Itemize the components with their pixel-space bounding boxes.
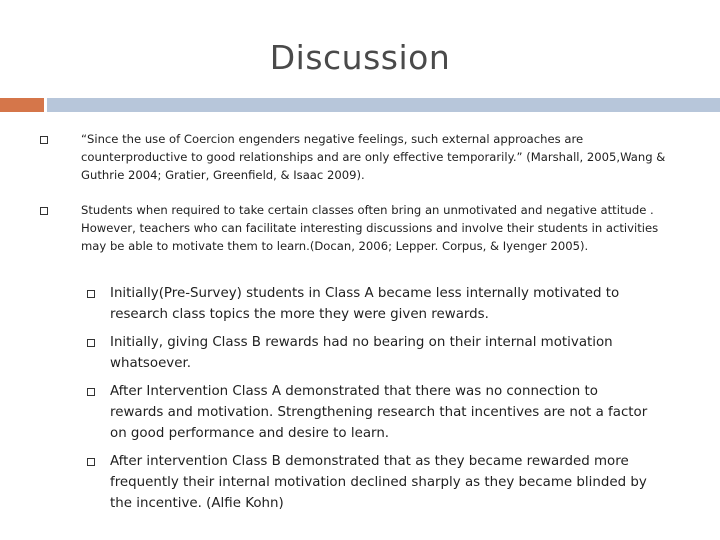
main-bullet-list [36,130,686,272]
sub-bullet-text: Initially, giving Class B rewards had no bearing on their internal motivation whatsoever. [110,335,613,371]
sub-bullet-item [73,332,653,374]
square-bullet-icon [87,339,95,347]
sub-bullet-item [73,451,653,514]
square-bullet-icon [40,136,48,144]
sub-bullet-text: After Intervention Class A demonstrated that there was no connection to rewards and motivation. Strengthening research that incentives are not a factor on good performance and desire to learn. [110,384,648,441]
sub-bullet-item [73,283,653,325]
main-bullet-item [36,130,686,184]
square-bullet-icon [40,207,48,215]
square-bullet-icon [87,388,95,396]
title-divider-band [47,98,720,112]
main-bullet-text: Students when required to take certain classes often bring an unmotivated and negative attitude . However, teachers who can facilitate interesting discussions and involve their students in activities may be able to motivate them to learn.(Docan, 2006; Lepper. Corpus, & Iyenger 2005). [81,203,659,253]
sub-bullet-text: After intervention Class B demonstrated that as they became rewarded more frequently their internal motivation declined sharply as they became blinded by the incentive. (Alfie Kohn) [110,454,647,511]
sub-bullet-item [73,381,653,444]
sub-bullet-text: Initially(Pre-Survey) students in Class A became less internally motivated to research class topics the more they were given rewards. [110,286,620,322]
main-bullet-item [36,201,686,255]
square-bullet-icon [87,290,95,298]
sub-bullet-list [73,283,653,521]
square-bullet-icon [87,458,95,466]
main-bullet-text: “Since the use of Coercion engenders negative feelings, such external approaches are counterproductive to good relationships and are only effective temporarily.” (Marshall, 2005,Wang & Guthrie 2004; Gratier, Greenfield, & Isaac 2009). [81,132,666,182]
title-accent-band [0,98,44,112]
slide-title: Discussion [269,38,451,77]
